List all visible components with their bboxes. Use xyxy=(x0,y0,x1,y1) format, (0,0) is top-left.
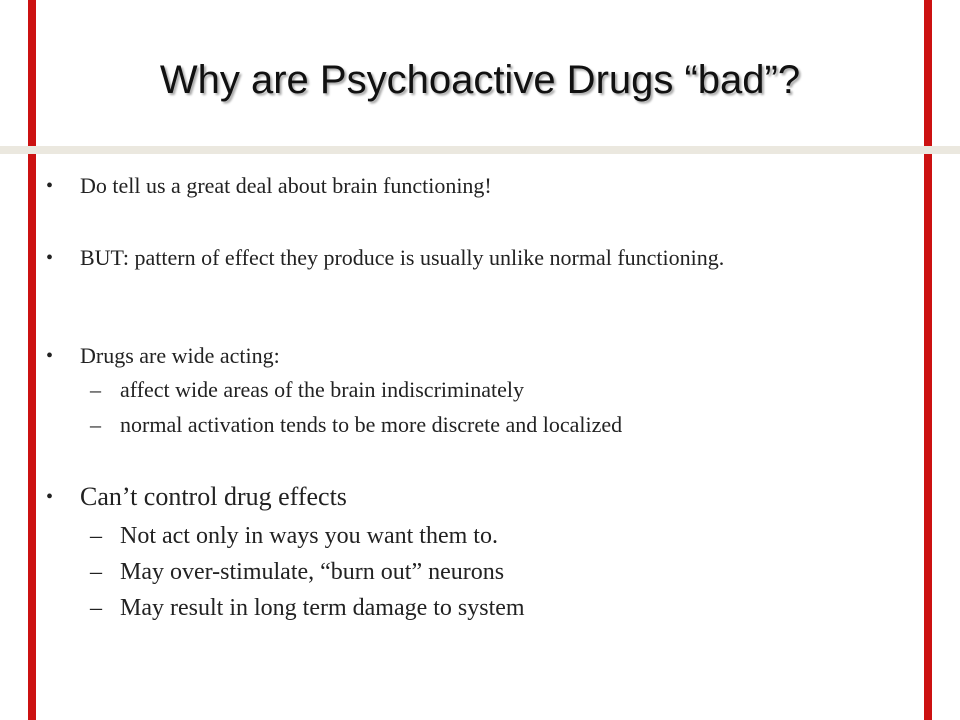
bullet-icon: • xyxy=(46,345,54,367)
subbullet-text: Not act only in ways you want them to. xyxy=(120,523,498,549)
bullet-brain-functioning xyxy=(46,171,840,201)
dash-icon: – xyxy=(90,412,101,437)
slide-title: Why are Psychoactive Drugs “bad”? xyxy=(159,58,801,102)
subbullet-affect-wide-areas xyxy=(90,375,880,405)
dash-icon: – xyxy=(90,559,102,585)
dash-icon: – xyxy=(90,595,102,621)
dash-icon: – xyxy=(90,523,102,549)
bullet-text: BUT: pattern of effect they produce is usually unlike normal functioning. xyxy=(80,245,725,270)
subbullet-normal-activation xyxy=(90,410,880,440)
subbullet-text: normal activation tends to be more discrete and localized xyxy=(120,412,623,437)
bullet-icon: • xyxy=(46,175,54,197)
bullet-icon: • xyxy=(46,486,54,508)
bullet-icon: • xyxy=(46,247,54,269)
bullet-cant-control xyxy=(46,480,840,514)
subbullet-over-stimulate xyxy=(90,556,880,588)
bullet-text: Do tell us a great deal about brain functioning! xyxy=(80,173,492,198)
bullet-pattern-of-effect xyxy=(46,243,840,273)
dash-icon: – xyxy=(90,377,101,402)
bullet-text: Can’t control drug effects xyxy=(80,482,347,511)
subbullet-text: affect wide areas of the brain indiscriminately xyxy=(120,377,524,402)
bullet-wide-acting xyxy=(46,341,840,371)
subbullet-text: May over-stimulate, “burn out” neurons xyxy=(120,559,505,585)
subbullet-long-term-damage xyxy=(90,592,880,624)
bullet-text: Drugs are wide acting: xyxy=(80,343,280,368)
subbullet-not-act-only xyxy=(90,520,880,552)
subbullet-text: May result in long term damage to system xyxy=(120,595,525,621)
